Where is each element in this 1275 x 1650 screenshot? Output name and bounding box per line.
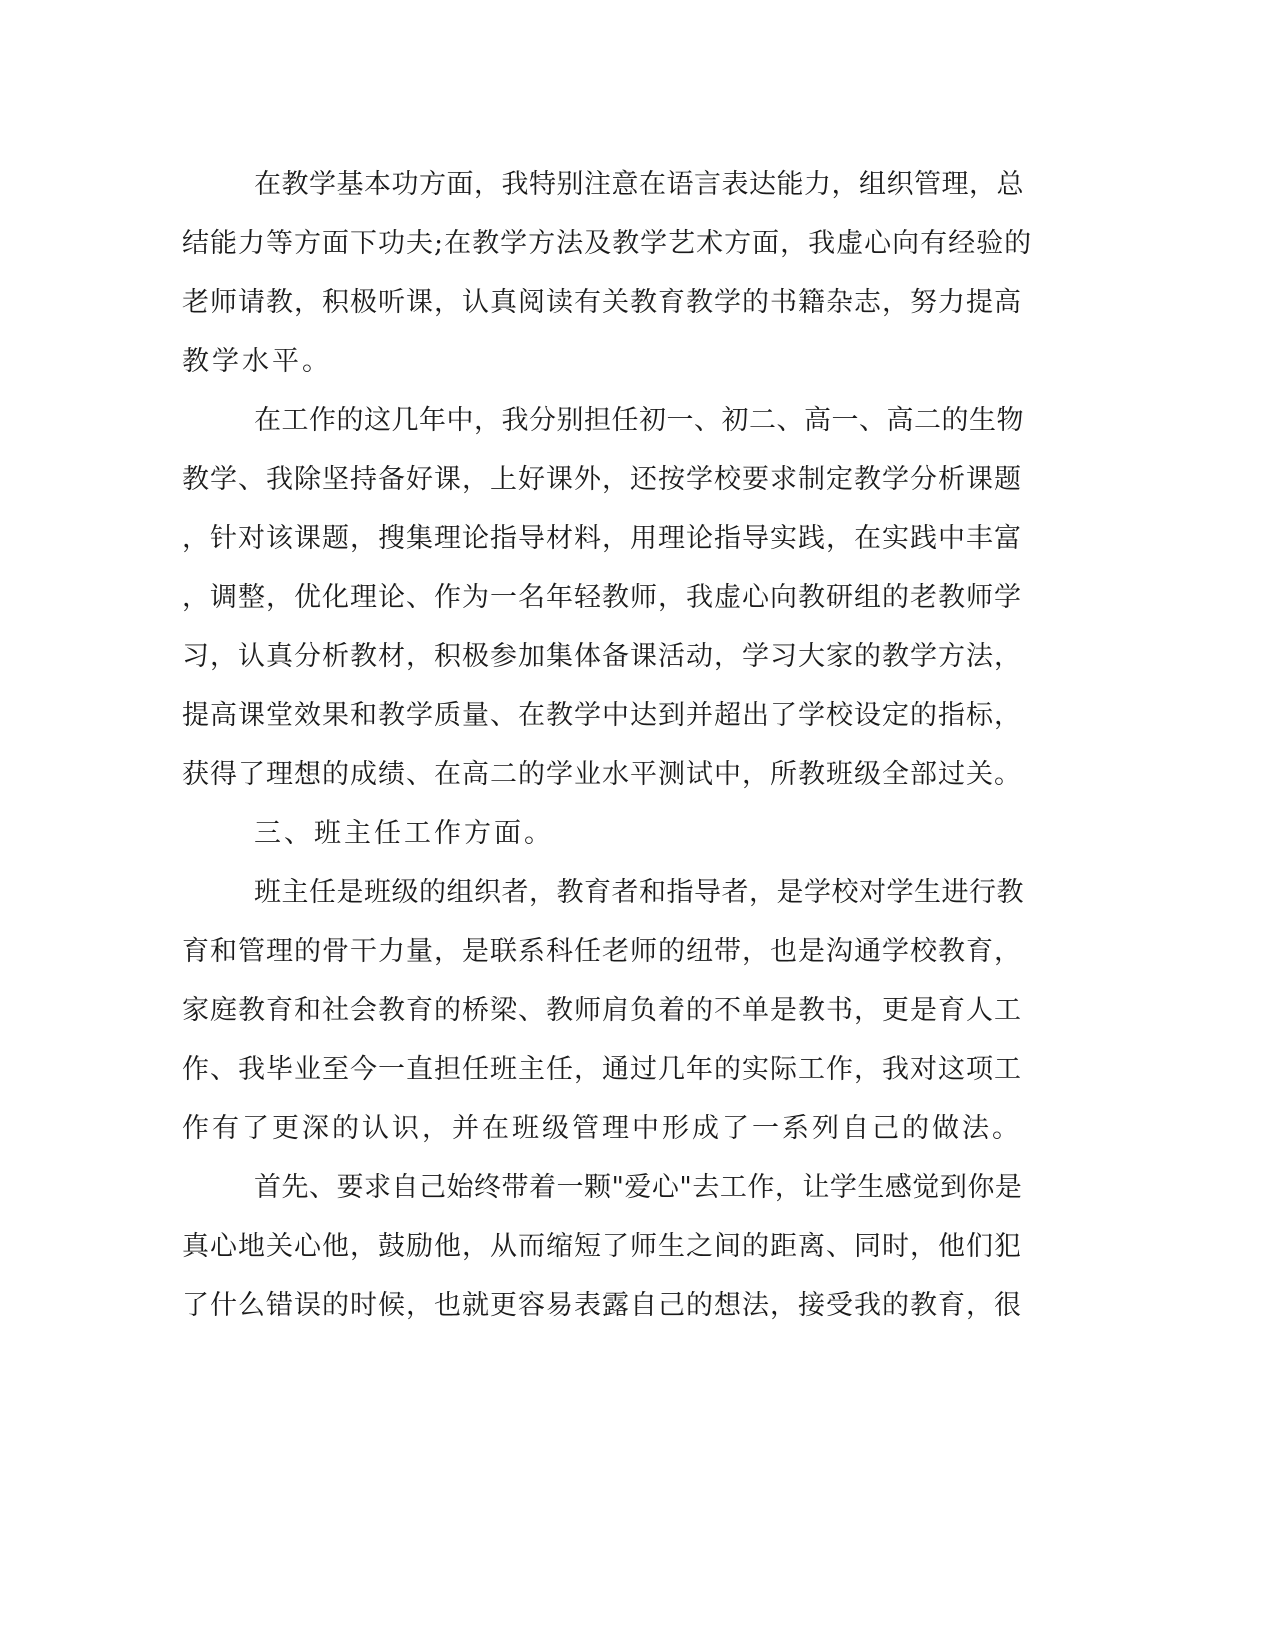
body-text xyxy=(182,155,1032,1335)
text-line: 班主任是班级的组织者，教育者和指导者，是学校对学生进行教 xyxy=(254,877,1024,908)
text-line: ，针对该课题，搜集理论指导材料，用理论指导实践，在实践中丰富 xyxy=(182,523,1022,554)
text-line: 教学、我除坚持备好课，上好课外，还按学校要求制定教学分析课题 xyxy=(182,464,1022,495)
text-line: 结能力等方面下功夫;在教学方法及教学艺术方面，我虚心向有经验的 xyxy=(182,228,1033,259)
text-line: 首先、要求自己始终带着一颗"爱心"去工作，让学生感觉到你是 xyxy=(254,1172,1023,1203)
section-heading: 三、班主任工作方面。 xyxy=(254,818,554,849)
text-line: 真心地关心他，鼓励他，从而缩短了师生之间的距离、同时，他们犯 xyxy=(182,1231,1022,1262)
text-line: ，调整，优化理论、作为一名年轻教师，我虚心向教研组的老教师学 xyxy=(182,582,1022,613)
text-line: 提高课堂效果和教学质量、在教学中达到并超出了学校设定的指标， xyxy=(182,700,1022,731)
text-line: 教学水平。 xyxy=(182,346,332,377)
text-line: 在教学基本功方面，我特别注意在语言表达能力，组织管理，总 xyxy=(254,169,1024,200)
text-line: 在工作的这几年中，我分别担任初一、初二、高一、高二的生物 xyxy=(254,405,1024,436)
text-line: 获得了理想的成绩、在高二的学业水平测试中，所教班级全部过关。 xyxy=(182,759,1022,790)
text-line: 老师请教，积极听课，认真阅读有关教育教学的书籍杂志，努力提高 xyxy=(182,287,1022,318)
text-line: 作有了更深的认识，并在班级管理中形成了一系列自己的做法。 xyxy=(182,1113,1022,1144)
text-line: 了什么错误的时候，也就更容易表露自己的想法，接受我的教育，很 xyxy=(182,1290,1022,1321)
text-line: 作、我毕业至今一直担任班主任，通过几年的实际工作，我对这项工 xyxy=(182,1054,1022,1085)
text-line: 家庭教育和社会教育的桥梁、教师肩负着的不单是教书，更是育人工 xyxy=(182,995,1022,1026)
text-line: 育和管理的骨干力量，是联系科任老师的纽带，也是沟通学校教育， xyxy=(182,936,1022,967)
text-line: 习，认真分析教材，积极参加集体备课活动，学习大家的教学方法， xyxy=(182,641,1022,672)
